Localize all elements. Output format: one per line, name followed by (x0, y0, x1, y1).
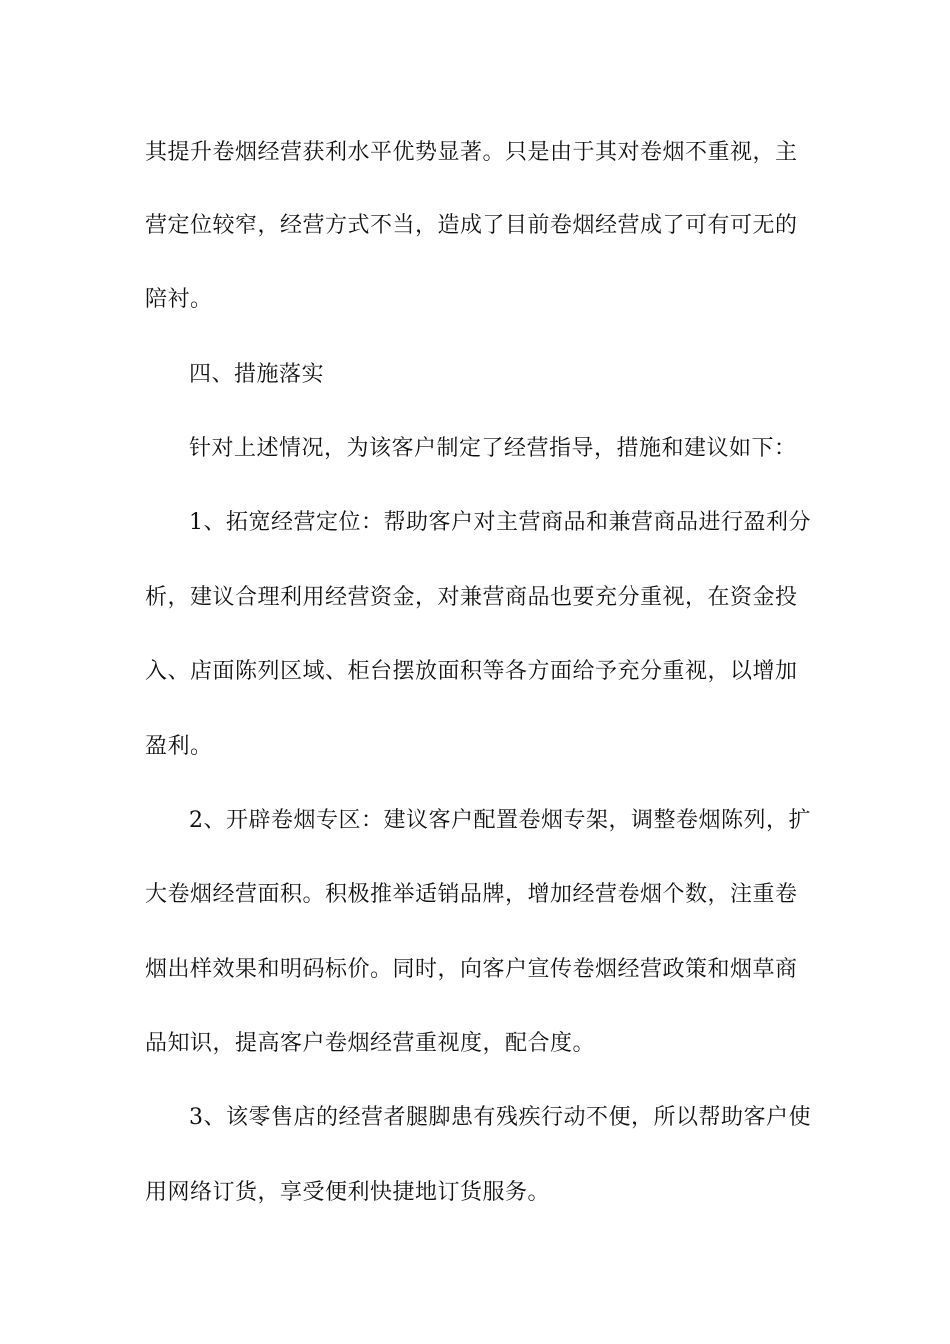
paragraph-line: 烟出样效果和明码标价。同时，向客户宣传卷烟经营政策和烟草商 (145, 957, 798, 982)
paragraph-line: 1、拓宽经营定位：帮助客户对主营商品和兼营商品进行盈利分 (189, 510, 811, 535)
paragraph-line: 3、该零售店的经营者腿脚患有残疾行动不便，所以帮助客户使 (189, 1105, 811, 1130)
paragraph-line: 陪衬。 (145, 287, 213, 312)
paragraph-line: 析，建议合理利用经营资金，对兼营商品也要充分重视，在资金投 (145, 585, 798, 610)
paragraph-line: 针对上述情况，为该客户制定了经营指导，措施和建议如下： (189, 436, 797, 461)
paragraph-line: 盈利。 (145, 734, 213, 759)
paragraph-line: 其提升卷烟经营获利水平优势显著。只是由于其对卷烟不重视，主 (145, 140, 798, 165)
paragraph-line: 大卷烟经营面积。积极推举适销品牌，增加经营卷烟个数，注重卷 (145, 882, 798, 907)
paragraph-line: 品知识，提高客户卷烟经营重视度，配合度。 (145, 1031, 596, 1056)
paragraph-line: 营定位较窄，经营方式不当，造成了目前卷烟经营成了可有可无的 (145, 213, 798, 238)
section-heading: 四、措施落实 (189, 362, 325, 387)
paragraph-line: 2、开辟卷烟专区：建议客户配置卷烟专架，调整卷烟陈列，扩 (189, 808, 811, 833)
paragraph-line: 用网络订货，享受便利快捷地订货服务。 (145, 1180, 551, 1205)
paragraph-line: 入、店面陈列区域、柜台摆放面积等各方面给予充分重视，以增加 (145, 659, 798, 684)
